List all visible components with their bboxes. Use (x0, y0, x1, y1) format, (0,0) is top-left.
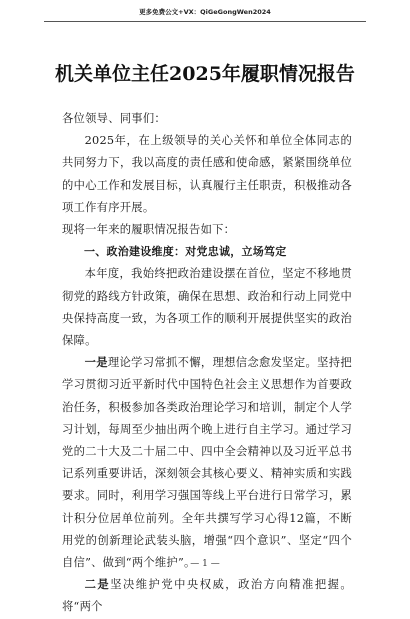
section-item-2 (62, 574, 352, 618)
section-paragraph: 本年度，我始终把政治建设摆在首位，坚定不移地贯彻党的路线方针政策，确保在思想、政治和行动上同党中央保持高度一致，为各项工作的顺利开展提供坚实的政治保障。 (62, 267, 352, 348)
intro-transition: 现将一年来的履职情况报告如下： (62, 223, 236, 237)
intro-paragraph: 2025年，在上级领导的关心关怀和单位全体同志的共同努力下，我以高度的责任感和使命感，紧紧围绕单位的中心工作和发展目标，认真履行主任职责，积极推动各项工作有序开展。 (62, 134, 352, 214)
document-body (62, 108, 352, 619)
header-divider (44, 21, 366, 22)
item-text: 坚决维护党中央权威，政治方向精准把握。将“两个 (62, 578, 352, 614)
section-item-1 (62, 352, 352, 574)
item-text: 理论学习常抓不懈，理想信念愈发坚定。坚持把学习贯彻习近平新时代中国特色社会主义思想作为首要政治任务，积极参加各类政治理论学习和培训，制定个人学习计划，每周至少抽出两个晚上进行自主学习。通过学习党的二十大及二十届二中、四中全会精神以及习近平总书记系列重要讲话，深刻领会其核心要义、精神实质和实践要求。同时，利用学习强国等线上平台进行日常学习，累计积分位居单位前列。全年共撰写学习心得12篇，不断用党的创新理论武装头脑，增强“四个意识”、坚定“四个自信”、做到“两个维护”。 (62, 356, 352, 570)
page-number: — 1 — (190, 559, 220, 569)
document-title: 机关单位主任2025年履职情况报告 (55, 63, 355, 85)
section-heading: 一、政治建设维度：对党忠诚，立场笃定 (84, 245, 287, 259)
greeting: 各位领导、同事们： (62, 112, 166, 125)
item-lead: 二是 (84, 578, 111, 592)
item-lead: 一是 (84, 356, 108, 370)
header-note: 更多免费公文+VX：QiGeGongWen2024 (139, 8, 271, 16)
